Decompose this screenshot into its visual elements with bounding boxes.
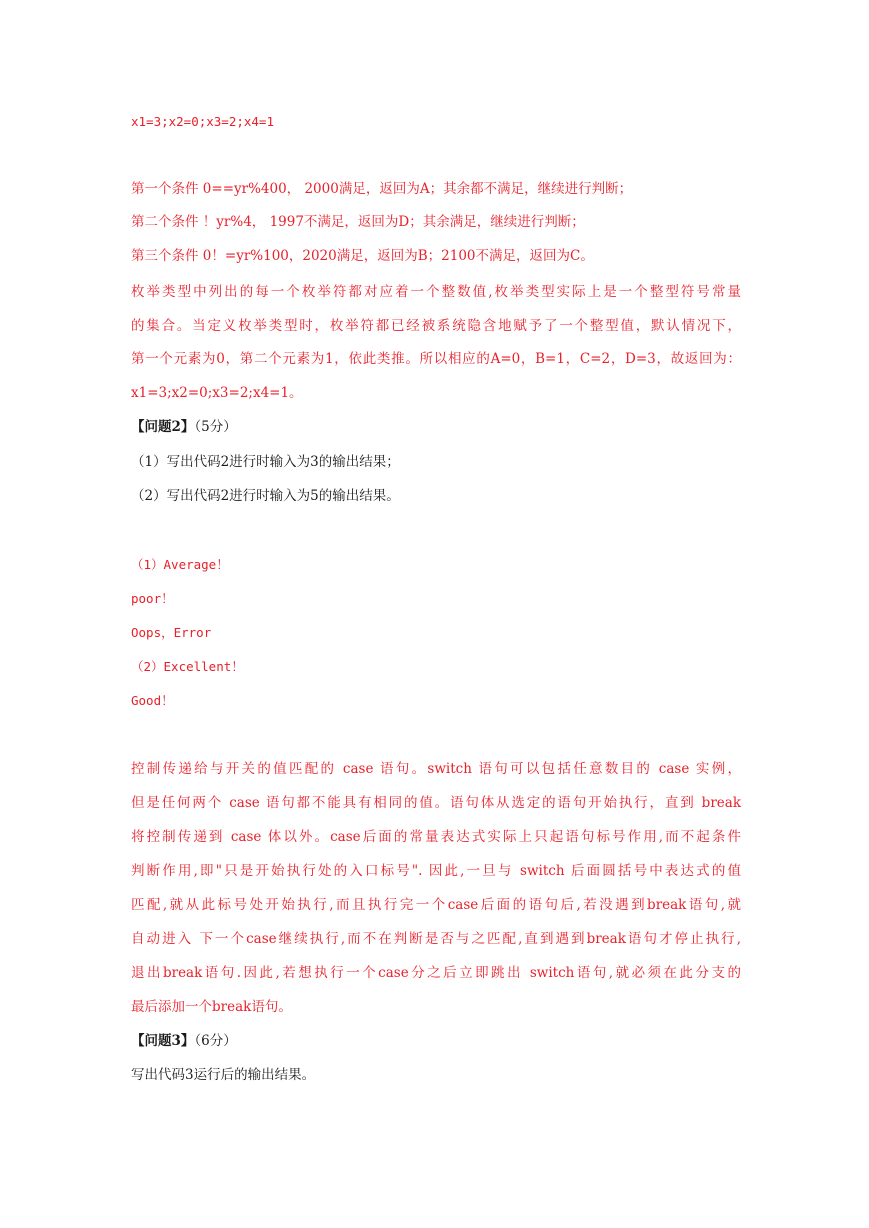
question3-item-1: 写出代码3运行后的输出结果。 bbox=[131, 1067, 316, 1083]
answer2-explanation-line-1: 控制传递给与开关的值匹配的 case 语句。switch 语句可以包括任意数目的 case 实例， bbox=[131, 761, 741, 777]
question3-score: （6分） bbox=[194, 1033, 237, 1049]
answer1-condition-1: 第一个条件 0==yr%400， 2000满足，返回为A；其余都不满足，继续进行判断； bbox=[131, 181, 633, 197]
answer2-output-2: poor！ bbox=[131, 591, 174, 606]
question2-title: 【问题2】 bbox=[131, 419, 195, 435]
question3-heading bbox=[131, 1032, 741, 1050]
question2-score: （5分） bbox=[194, 419, 237, 435]
answer2-explanation-line-3: 将控制传递到 case 体以外。case后面的常量表达式实际上只起语句标号作用,而不起条件 bbox=[131, 829, 741, 845]
answer2-explanation-line-4: 判断作用,即"只是开始执行处的入口标号". 因此,一旦与 switch 后面圆括号中表达式的值 bbox=[131, 863, 741, 879]
answer2-output-4: （2）Excellent！ bbox=[131, 659, 244, 674]
question2-item-2: （2）写出代码2进行时输入为5的输出结果。 bbox=[131, 488, 400, 504]
answer2-explanation-line-2: 但是任何两个 case 语句都不能具有相同的值。语句体从选定的语句开始执行，直到 break bbox=[131, 795, 741, 811]
answer1-explanation-line-4: x1=3;x2=0;x3=2;x4=1。 bbox=[131, 385, 303, 401]
question2-item-1: （1）写出代码2进行时输入为3的输出结果； bbox=[131, 454, 400, 470]
answer1-explanation-line-1: 枚举类型中列出的每一个枚举符都对应着一个整数值,枚举类型实际上是一个整型符号常量 bbox=[131, 284, 741, 300]
answer2-explanation-line-6: 自动进入 下一个case继续执行,而不在判断是否与之匹配,直到遇到break语句才停止执行, bbox=[131, 931, 741, 947]
answer2-explanation-line-7: 退出break语句.因此,若想执行一个case分之后立即跳出 switch语句,就必须在此分支的 bbox=[131, 965, 741, 981]
answer2-explanation-line-8: 最后添加一个break语句。 bbox=[131, 999, 292, 1015]
answer2-output-1: （1）Average！ bbox=[131, 557, 229, 572]
answer1-result-line: x1=3;x2=0;x3=2;x4=1 bbox=[131, 114, 274, 129]
answer1-explanation-line-2: 的集合。当定义枚举类型时，枚举符都已经被系统隐含地赋予了一个整型值，默认情况下， bbox=[131, 318, 741, 334]
answer2-output-5: Good！ bbox=[131, 693, 174, 708]
question3-title: 【问题3】 bbox=[131, 1033, 195, 1049]
answer1-explanation-line-3: 第一个元素为0，第二个元素为1，依此类推。所以相应的A=0，B=1，C=2，D=3，故返回为： bbox=[131, 351, 741, 367]
answer2-explanation-line-5: 匹配,就从此标号处开始执行,而且执行完一个case后面的语句后,若没遇到break语句,就 bbox=[131, 897, 741, 913]
question2-heading bbox=[131, 418, 741, 436]
answer1-condition-3: 第三个条件 0！=yr%100，2020满足，返回为B；2100不满足，返回为C。 bbox=[131, 248, 594, 264]
answer1-condition-2: 第二个条件 ！yr%4， 1997不满足，返回为D；其余满足，继续进行判断； bbox=[131, 214, 585, 230]
answer2-output-3: Oops，Error bbox=[131, 625, 212, 640]
